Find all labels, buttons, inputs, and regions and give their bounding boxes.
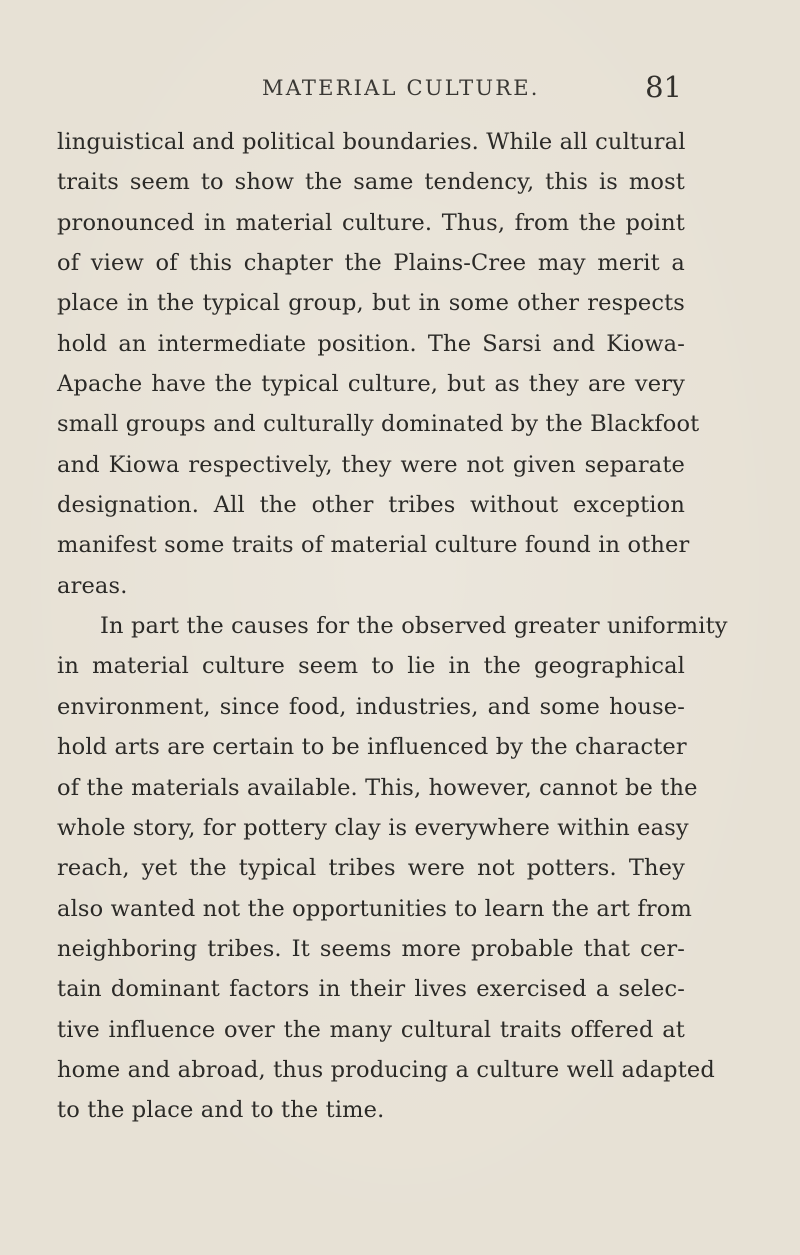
text-line: traits seem to show the same tendency, this is most: [57, 169, 685, 196]
text-line: of view of this chapter the Plains-Cree may merit a: [57, 250, 685, 277]
text-line: and Kiowa respectively, they were not given separate: [57, 451, 685, 478]
text-line: linguistical and political boundaries. While all cultural: [57, 129, 686, 155]
text-line: environment, since food, industries, and some house-: [57, 693, 685, 720]
text-line: place in the typical group, but in some other respects: [57, 290, 685, 317]
text-line: home and abroad, thus producing a culture well adapted: [57, 1056, 715, 1083]
text-line: hold an intermediate position. The Sarsi and Kiowa-: [57, 330, 685, 357]
text-line: whole story, for pottery clay is everywhere within easy: [57, 814, 689, 841]
text-line: tive influence over the many cultural traits offered at: [57, 1016, 685, 1043]
text-line: tain dominant factors in their lives exercised a selec-: [57, 976, 685, 1003]
text-line: Apache have the typical culture, but as they are very: [57, 371, 685, 398]
page-number: 81: [645, 70, 682, 104]
text-line: reach, yet the typical tribes were not potters. They: [57, 855, 685, 882]
text-line: of the materials available. This, however, cannot be the: [57, 774, 698, 801]
running-head-title: MATERIAL CULTURE.: [262, 76, 540, 100]
text-line: manifest some traits of material culture found in other: [57, 532, 690, 559]
text-line: neighboring tribes. It seems more probable that cer-: [57, 935, 685, 962]
text-line: designation. All the other tribes without exception: [57, 492, 685, 519]
text-line: hold arts are certain to be influenced by the character: [57, 734, 687, 761]
paragraph-end-line: to the place and to the time.: [57, 1097, 385, 1124]
body-text: [57, 122, 728, 1131]
paragraph-end-line: areas.: [57, 572, 128, 599]
text-line: also wanted not the opportunities to learn the art from: [57, 895, 692, 922]
paragraph-start-line: In part the causes for the observed greater uniformity: [100, 613, 728, 640]
running-head: [262, 70, 682, 112]
text-line: in material culture seem to lie in the geographical: [57, 653, 685, 680]
text-line: small groups and culturally dominated by the Blackfoot: [57, 411, 700, 438]
text-line: pronounced in material culture. Thus, from the point: [57, 209, 685, 236]
